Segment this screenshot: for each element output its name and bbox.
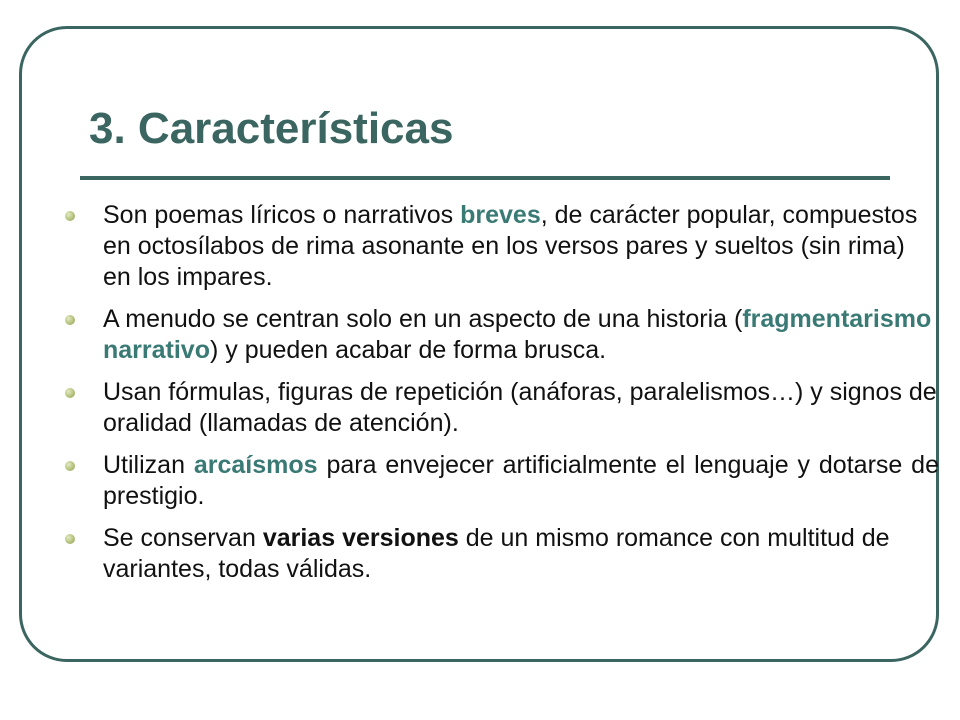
bullet-text: de un mismo romance con multitud de variantes, todas válidas. bbox=[103, 524, 890, 583]
bullet-text: Se conservan bbox=[103, 524, 263, 552]
bullet-text: Utilizan bbox=[103, 451, 194, 479]
emphasis-term: varias versiones bbox=[262, 524, 459, 552]
bullet-item-formulas bbox=[103, 377, 939, 439]
bullet-text: para envejecer artificialmente el lenguaje y dotarse de prestigio. bbox=[103, 451, 939, 510]
green-dot-icon bbox=[65, 315, 75, 325]
bullet-item-arcaismos bbox=[103, 450, 939, 512]
highlight-term: breves bbox=[460, 201, 541, 229]
bullet-text: ) y pueden acabar de forma brusca. bbox=[209, 336, 607, 364]
highlight-term: fragmentarismo narrativo bbox=[103, 305, 932, 364]
bullet-text: Son poemas líricos o narrativos bbox=[103, 201, 461, 229]
bullet-list bbox=[103, 200, 939, 596]
bullet-text: , de carácter popular, compuestos en octosílabos de rima asonante en los versos pares y sueltos (sin rima) en los impares. bbox=[103, 201, 918, 291]
bullet-item-versiones bbox=[103, 523, 939, 585]
green-dot-icon bbox=[65, 461, 75, 471]
green-dot-icon bbox=[65, 534, 75, 544]
green-dot-icon bbox=[65, 388, 75, 398]
slide-title: 3. Características bbox=[89, 104, 454, 153]
title-divider bbox=[80, 176, 890, 180]
bullet-text: Usan fórmulas, figuras de repetición (anáforas, paralelismos…) y signos de oralidad (llamadas de atención). bbox=[103, 378, 937, 437]
bullet-text: A menudo se centran solo en un aspecto de una historia ( bbox=[103, 305, 743, 333]
highlight-term: arcaísmos bbox=[193, 451, 318, 479]
bullet-item-breves bbox=[103, 200, 939, 293]
bullet-item-fragmentarismo bbox=[103, 304, 939, 366]
green-dot-icon bbox=[65, 211, 75, 221]
